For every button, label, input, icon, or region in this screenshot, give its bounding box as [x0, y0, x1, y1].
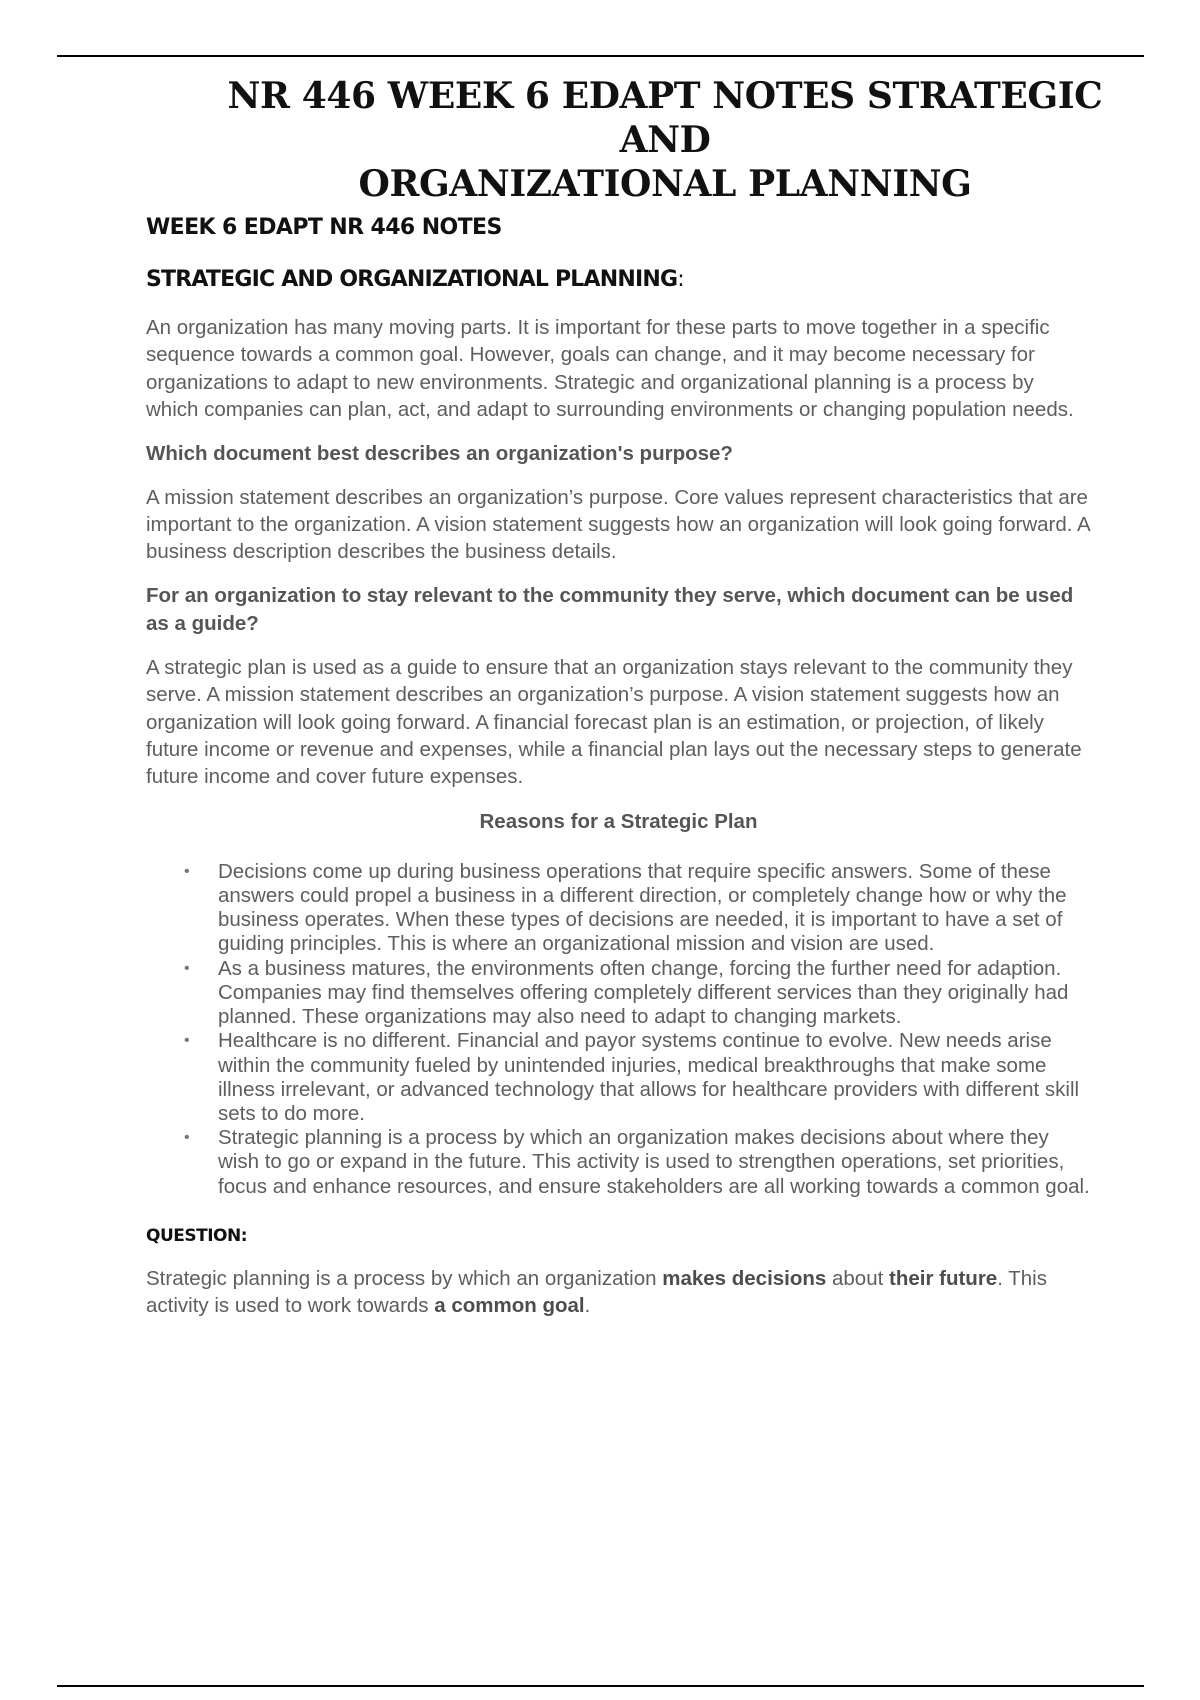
list-item	[146, 1126, 1091, 1199]
bullet-icon: •	[184, 862, 190, 880]
list-item	[146, 957, 1091, 1030]
reasons-heading: Reasons for a Strategic Plan	[479, 809, 758, 833]
bullet-icon: •	[184, 1032, 190, 1050]
bullet-icon: •	[184, 1129, 190, 1147]
final-text-3: . This activity is used to work towards	[146, 1266, 1047, 1318]
question-label: QUESTION:	[146, 1225, 248, 1246]
final-bold-3: a common goal	[434, 1294, 585, 1318]
list-item-text: As a business matures, the environments often change, forcing the further need for adaption. Companies may find themselves offering completely different services than they originally had planned. These organizations may also need to adapt to changing markets.	[218, 956, 1069, 1029]
bullet-icon: •	[184, 959, 190, 977]
section-heading-colon: :	[677, 267, 684, 292]
list-item-text: Strategic planning is a process by which an organization makes decisions about where they wish to go or expand in the future. This activity is used to strengthen operations, set priorities, focus and enhance resources, and ensure stakeholders are all working towards a common goal.	[218, 1126, 1090, 1198]
final-statement	[146, 1265, 1091, 1320]
final-text-1: Strategic planning is a process by which an organization	[146, 1266, 663, 1290]
section-heading	[146, 265, 1091, 295]
list-item	[146, 1029, 1091, 1126]
question-1: Which document best describes an organization's purpose?	[146, 441, 733, 465]
final-bold-1: makes decisions	[662, 1266, 827, 1290]
final-text-4: .	[584, 1294, 591, 1318]
reasons-list	[146, 860, 1091, 1199]
document-body	[146, 213, 1091, 1320]
title-line-2: ORGANIZATIONAL PLANNING	[358, 163, 972, 205]
answer-2: A strategic plan is used as a guide to ensure that an organization stays relevant to the community they serve. A mission statement describes an organization’s purpose. A vision statement suggests how an organization will look going forward. A financial forecast plan is an estimation, or projection, of likely future income or revenue and expenses, while a financial plan lays out the necessary steps to generate future income and cover future expenses.	[146, 655, 1082, 789]
intro-paragraph: An organization has many moving parts. It is important for these parts to move together in a specific sequence towards a common goal. However, goals can change, and it may become necessary for organizations to adapt to new environments. Strategic and organizational planning is a process by which companies can plan, act, and adapt to surrounding environments or changing population needs.	[146, 316, 1074, 422]
final-bold-2: their future	[889, 1266, 998, 1290]
question-2: For an organization to stay relevant to the community they serve, which document can be used as a guide?	[146, 583, 1074, 635]
section-heading-text: STRATEGIC AND ORGANIZATIONAL PLANNING	[146, 267, 678, 292]
list-item-text: Decisions come up during business operations that require specific answers. Some of these answers could propel a business in a different direction, or completely change how or why the business operates. When these types of decisions are needed, it is important to have a set of guiding principles. This is where an organizational mission and vision are used.	[218, 859, 1067, 956]
list-item-text: Healthcare is no different. Financial and payor systems continue to evolve. New needs arise within the community fueled by unintended injuries, medical breakthroughs that make some illness irrelevant, or advanced technology that allows for healthcare providers with different skill sets to do more.	[218, 1029, 1080, 1125]
subtitle-heading: WEEK 6 EDAPT NR 446 NOTES	[146, 215, 502, 240]
top-rule	[57, 55, 1144, 57]
title-line-1: NR 446 WEEK 6 EDAPT NOTES STRATEGIC AND	[227, 75, 1103, 161]
final-text-2: about	[826, 1266, 890, 1290]
bottom-rule	[57, 1685, 1144, 1687]
list-item	[146, 860, 1091, 957]
answer-1: A mission statement describes an organization’s purpose. Core values represent characteristics that are important to the organization. A vision statement suggests how an organization will look going forward. A business description describes the business details.	[146, 485, 1090, 564]
document-title	[200, 74, 1130, 206]
